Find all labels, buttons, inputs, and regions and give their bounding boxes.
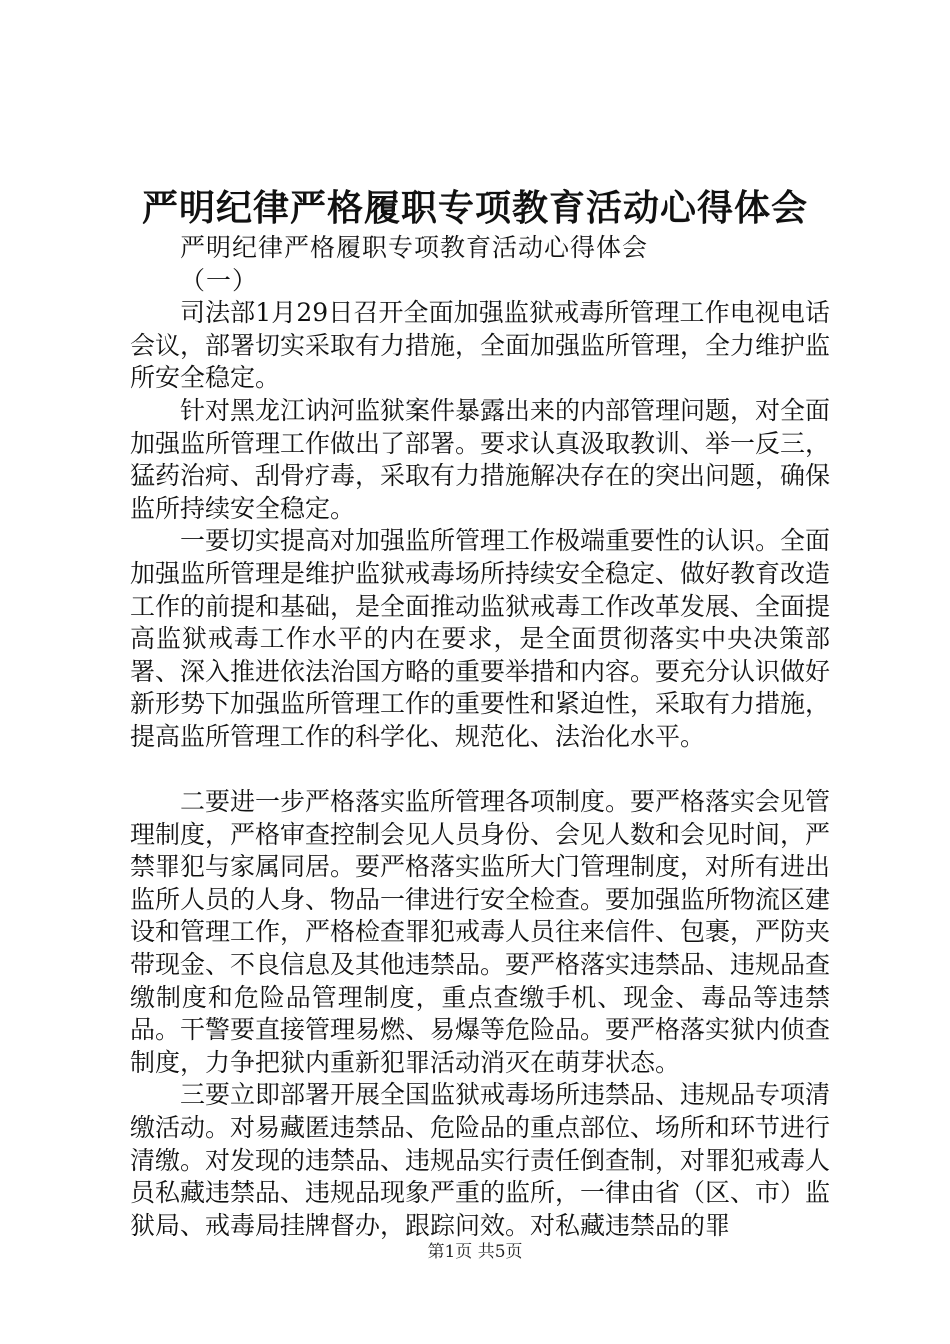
document-subtitle: 严明纪律严格履职专项教育活动心得体会 — [180, 233, 649, 262]
section-marker: （一） — [180, 265, 259, 295]
paragraph: 三要立即部署开展全国监狱戒毒场所违禁品、违规品专项清缴活动。对易藏匿违禁品、危险品的重点部位、场所和环节进行清缴。对发现的违禁品、违规品实行责任倒查制，对罪犯戒毒人员私藏违禁品、违规品现象严重的监所，一律由省（区、市）监狱局、戒毒局挂牌督办，跟踪问效。对私藏违禁品的罪 — [130, 1080, 831, 1240]
paragraph: 针对黑龙江讷河监狱案件暴露出来的内部管理问题，对全面加强监所管理工作做出了部署。要求认真汲取教训、举一反三，猛药治疴、刮骨疗毒，采取有力措施解决存在的突出问题，确保监所持续安全稳定。 — [130, 395, 831, 523]
paragraph: 二要进一步严格落实监所管理各项制度。要严格落实会见管理制度，严格审查控制会见人员身份、会见人数和会见时间，严禁罪犯与家属同居。要严格落实监所大门管理制度，对所有进出监所人员的人身、物品一律进行安全检查。要加强监所物流区建设和管理工作，严格检查罪犯戒毒人员往来信件、包裹，严防夹带现金、不良信息及其他违禁品。要严格落实违禁品、违规品查缴制度和危险品管理制度，重点查缴手机、现金、毒品等违禁品。干警要直接管理易燃、易爆等危险品。要严格落实狱内侦查制度，力争把狱内重新犯罪活动消灭在萌芽状态。 — [130, 787, 831, 1077]
page-footer: 第1页 共5页 — [427, 1242, 523, 1262]
paragraph: 一要切实提高对加强监所管理工作极端重要性的认识。全面加强监所管理是维护监狱戒毒场所持续安全稳定、做好教育改造工作的前提和基础，是全面推动监狱戒毒工作改革发展、全面提高监狱戒毒工作水平的内在要求，是全面贯彻落实中央决策部署、深入推进依法治国方略的重要举措和内容。要充分认识做好新形势下加强监所管理工作的重要性和紧迫性，采取有力措施，提高监所管理工作的科学化、规范化、法治化水平。 — [130, 526, 831, 751]
document-body — [130, 232, 830, 1242]
paragraph: 司法部1月29日召开全面加强监狱戒毒所管理工作电视电话会议，部署切实采取有力措施，全面加强监所管理，全力维护监所安全稳定。 — [130, 298, 831, 393]
document-title: 严明纪律严格履职专项教育活动心得体会 — [141, 187, 808, 229]
